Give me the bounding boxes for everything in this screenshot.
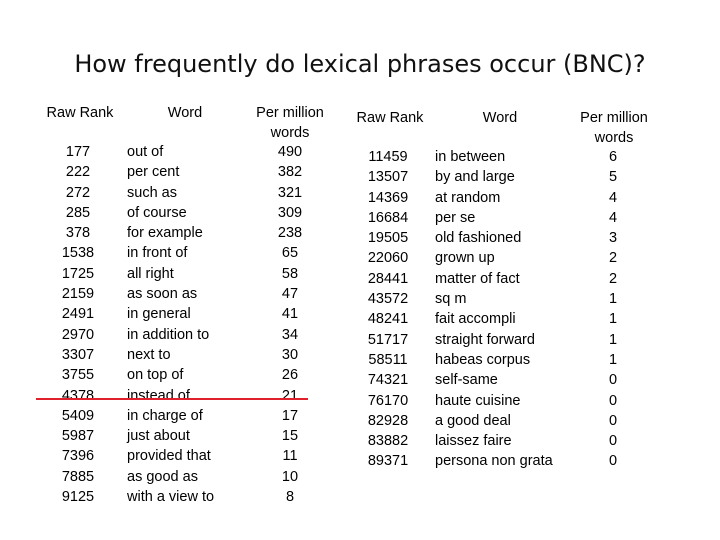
frequency-cell: 0 (608, 372, 618, 389)
frequency-cell: 10 (281, 468, 299, 485)
rank-cell: 58511 (368, 351, 408, 368)
right-rank-column (350, 147, 426, 472)
phrase-cell: in between (435, 149, 506, 165)
rank-cell: 16684 (367, 209, 409, 226)
left-rank-column (40, 142, 116, 507)
phrase-cell: sq m (435, 291, 467, 308)
right-header-per-million (564, 108, 664, 148)
red-strike-line (36, 398, 308, 400)
left-header-raw-rank: Raw Rank (46, 105, 114, 121)
rank-cell: 4378 (61, 387, 95, 404)
frequency-cell: 0 (608, 453, 618, 470)
rank-cell: 74321 (367, 372, 409, 389)
frequency-cell: 21 (281, 387, 299, 404)
per-million-line1: Per million (580, 110, 648, 126)
frequency-cell: 8 (285, 489, 295, 506)
left-word-column (127, 142, 247, 507)
frequency-cell: 26 (281, 367, 299, 384)
phrase-cell: for example (127, 225, 203, 242)
phrase-cell: a good deal (435, 412, 511, 429)
rank-cell: 1538 (61, 245, 95, 262)
frequency-cell: 2 (608, 270, 618, 287)
right-header-raw-rank: Raw Rank (356, 110, 424, 126)
frequency-cell: 34 (281, 326, 299, 343)
phrase-cell: self-same (435, 372, 498, 389)
right-freq-column (583, 147, 643, 472)
phrase-cell: on top of (127, 367, 184, 384)
rank-cell: 2970 (61, 326, 95, 343)
rank-cell: 7396 (61, 448, 95, 465)
right-word-column (435, 147, 575, 472)
rank-cell: 5409 (61, 407, 95, 424)
left-header-per-million (240, 103, 340, 143)
phrase-cell: by and large (435, 169, 515, 186)
phrase-cell: fait accompli (435, 311, 516, 328)
rank-cell: 378 (65, 225, 91, 242)
rank-cell: 13507 (367, 169, 409, 186)
phrase-cell: grown up (435, 250, 495, 267)
frequency-cell: 6 (608, 149, 618, 165)
phrase-cell: in charge of (127, 407, 203, 424)
rank-cell: 222 (65, 164, 91, 181)
rank-cell: 7885 (61, 468, 95, 485)
frequency-cell: 4 (608, 189, 618, 206)
phrase-cell: as soon as (127, 286, 198, 303)
rank-cell: 22060 (367, 250, 409, 267)
frequency-cell: 3 (608, 230, 618, 247)
frequency-cell: 238 (277, 225, 303, 242)
phrase-cell: such as (127, 184, 177, 201)
phrase-cell: per cent (127, 164, 180, 181)
per-million-line2: words (270, 125, 310, 141)
rank-cell: 43572 (367, 291, 409, 308)
phrase-cell: instead of (127, 387, 190, 404)
rank-cell: 11459 (368, 149, 408, 165)
phrase-cell: in general (127, 306, 191, 323)
frequency-cell: 65 (281, 245, 299, 262)
phrase-cell: at random (435, 189, 501, 206)
frequency-cell: 58 (281, 265, 299, 282)
frequency-cell: 382 (277, 164, 303, 181)
rank-cell: 9125 (61, 489, 95, 506)
frequency-cell: 1 (608, 331, 618, 348)
frequency-cell: 1 (608, 291, 618, 308)
frequency-cell: 1 (608, 351, 618, 368)
phrase-cell: all right (127, 265, 174, 282)
rank-cell: 285 (65, 204, 91, 221)
phrase-cell: per se (435, 209, 476, 226)
frequency-cell: 2 (608, 250, 618, 267)
phrase-cell: matter of fact (435, 270, 520, 287)
frequency-cell: 321 (277, 184, 303, 201)
rank-cell: 2491 (61, 306, 95, 323)
frequency-cell: 41 (281, 306, 299, 323)
rank-cell: 272 (65, 184, 91, 201)
phrase-cell: as good as (127, 468, 198, 485)
phrase-cell: just about (127, 428, 190, 445)
frequency-cell: 309 (277, 204, 303, 221)
frequency-cell: 0 (608, 392, 618, 409)
frequency-cell: 15 (281, 428, 299, 445)
phrase-cell: next to (127, 346, 171, 363)
phrase-cell: habeas corpus (435, 351, 531, 368)
per-million-line2: words (594, 130, 634, 146)
frequency-cell: 11 (282, 448, 298, 465)
left-freq-column (255, 142, 325, 507)
phrase-cell: laissez faire (435, 433, 512, 450)
per-million-line1: Per million (256, 105, 324, 121)
phrase-cell: in addition to (127, 326, 210, 343)
rank-cell: 177 (65, 144, 91, 160)
phrase-cell: haute cuisine (435, 392, 521, 409)
page-title: How frequently do lexical phrases occur (BNC)? (74, 50, 646, 78)
rank-cell: 3755 (61, 367, 95, 384)
rank-cell: 76170 (367, 392, 409, 409)
frequency-cell: 17 (281, 407, 299, 424)
phrase-cell: straight forward (435, 331, 535, 348)
phrase-cell: of course (127, 204, 187, 221)
phrase-cell: out of (127, 144, 164, 160)
phrase-cell: old fashioned (435, 230, 522, 247)
rank-cell: 3307 (61, 346, 95, 363)
rank-cell: 14369 (367, 189, 409, 206)
rank-cell: 28441 (367, 270, 409, 287)
phrase-cell: with a view to (127, 489, 215, 506)
frequency-cell: 4 (608, 209, 618, 226)
phrase-cell: provided that (127, 448, 211, 465)
rank-cell: 19505 (367, 230, 409, 247)
rank-cell: 82928 (367, 412, 409, 429)
frequency-cell: 47 (281, 286, 299, 303)
frequency-cell: 5 (608, 169, 618, 186)
phrase-cell: in front of (127, 245, 188, 262)
right-header-word: Word (482, 110, 518, 126)
left-header-word: Word (167, 105, 203, 121)
phrase-cell: persona non grata (435, 453, 553, 470)
frequency-cell: 30 (281, 346, 299, 363)
rank-cell: 5987 (61, 428, 95, 445)
rank-cell: 83882 (367, 433, 409, 450)
rank-cell: 1725 (61, 265, 95, 282)
rank-cell: 48241 (367, 311, 409, 328)
frequency-cell: 490 (277, 144, 303, 160)
frequency-cell: 0 (608, 433, 618, 450)
rank-cell: 2159 (61, 286, 95, 303)
rank-cell: 51717 (367, 331, 409, 348)
rank-cell: 89371 (367, 453, 409, 470)
frequency-cell: 1 (608, 311, 618, 328)
frequency-cell: 0 (608, 412, 618, 429)
